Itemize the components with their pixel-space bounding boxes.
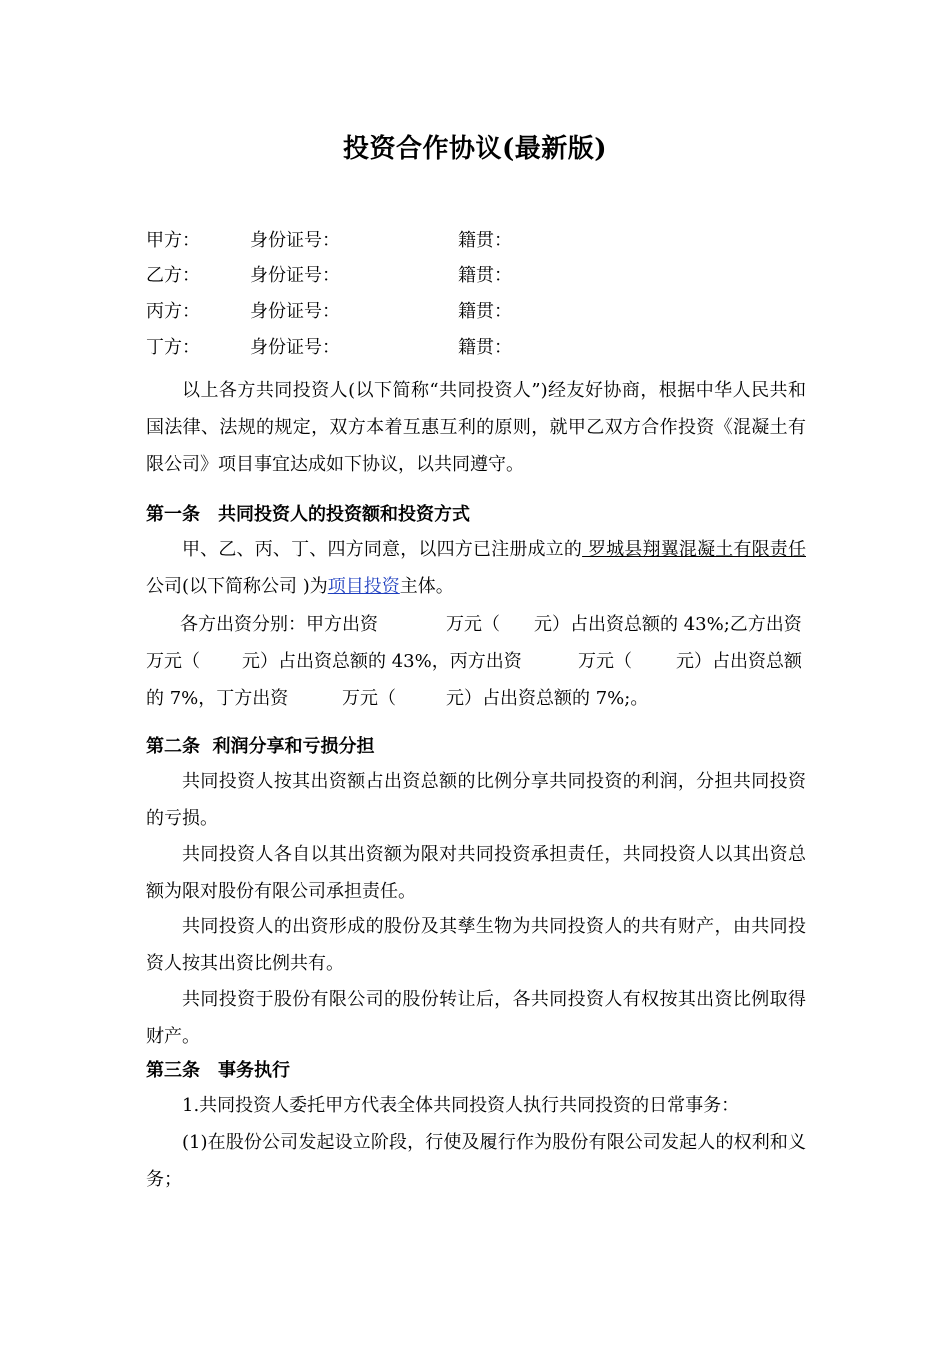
article1-heading: 第一条 共同投资人的投资额和投资方式 [146,504,470,525]
investment-text: 万元（ [342,688,396,709]
party-id-label: 身份证号： [250,230,340,251]
article3-paragraph1: 1.共同投资人委托甲方代表全体共同投资人执行共同投资的日常事务： [182,1095,740,1116]
article1-text: 甲、乙、丙、丁、四方同意，以四方已注册成立的 [182,539,583,560]
party-native-label: 籍贯： [458,337,512,358]
party-name: 乙方： [146,265,200,286]
party-name: 丁方： [146,337,200,358]
article1-text: 主体。 [399,576,454,597]
investment-text: 万元（ [146,651,200,672]
article2-heading: 第二条 利润分享和亏损分担 [146,736,375,757]
investment-text: 万元（ [578,651,632,672]
investment-text: 元）占出资总额 [676,651,802,672]
document-title: 投资合作协议(最新版) [342,134,608,164]
party-id-label: 身份证号： [250,265,340,286]
investment-text: 万元（ [446,614,500,635]
party-name: 甲方： [146,230,200,251]
article3-paragraph2: (1)在股份公司发起设立阶段，行使及履行作为股份有限公司发起人的权利和义务； [146,1132,806,1190]
article1-text: 公司(以下简称公司 )为 [146,576,328,597]
party-name: 丙方： [146,301,200,322]
article3-heading: 第三条 事务执行 [146,1060,290,1081]
investment-line-1 [146,610,806,640]
article2-paragraph: 共同投资人按其出资额占出资总额的比例分享共同投资的利润，分担共同投资的亏损。 [146,771,806,829]
investment-line-2 [146,647,806,677]
party-id-label: 身份证号： [250,337,340,358]
party-row-yi [146,261,806,287]
party-native-label: 籍贯： [458,230,512,251]
article1-paragraph1 [146,531,806,605]
investment-line-3 [146,684,806,714]
party-id-label: 身份证号： [250,301,340,322]
party-row-ding [146,333,806,359]
investment-text: 元）占出资总额的 43%;乙方出资 [534,614,802,635]
investment-text: 元）占出资总额的 43%，丙方出资 [242,651,522,672]
investment-text: 元）占出资总额的 7%;。 [446,688,649,709]
party-native-label: 籍贯： [458,301,512,322]
article2-paragraph: 共同投资人各自以其出资额为限对共同投资承担责任，共同投资人以其出资总额为限对股份有限公司承担责任。 [146,844,806,902]
party-row-bing [146,297,806,323]
investment-text: 各方出资分别：甲方出资 [180,614,378,635]
article2-paragraph: 共同投资人的出资形成的股份及其孳生物为共同投资人的共有财产，由共同投资人按其出资比例共有。 [146,916,806,974]
party-row-jia [146,226,806,252]
article2-paragraph: 共同投资于股份有限公司的股份转让后，各共同投资人有权按其出资比例取得财产。 [146,989,806,1047]
project-investment-link[interactable]: 项目投资 [327,576,400,597]
company-name: 罗城县翔翼混凝土有限责任 [582,539,806,560]
investment-text: 的 7%，丁方出资 [146,688,289,709]
party-native-label: 籍贯： [458,265,512,286]
intro-paragraph: 以上各方共同投资人(以下简称“共同投资人”)经友好协商，根据中华人民共和国法律、法规的规定，双方本着互惠互利的原则，就甲乙双方合作投资《混凝土有限公司》项目事宜达成如下协议，以共同遵守。 [146,380,806,475]
